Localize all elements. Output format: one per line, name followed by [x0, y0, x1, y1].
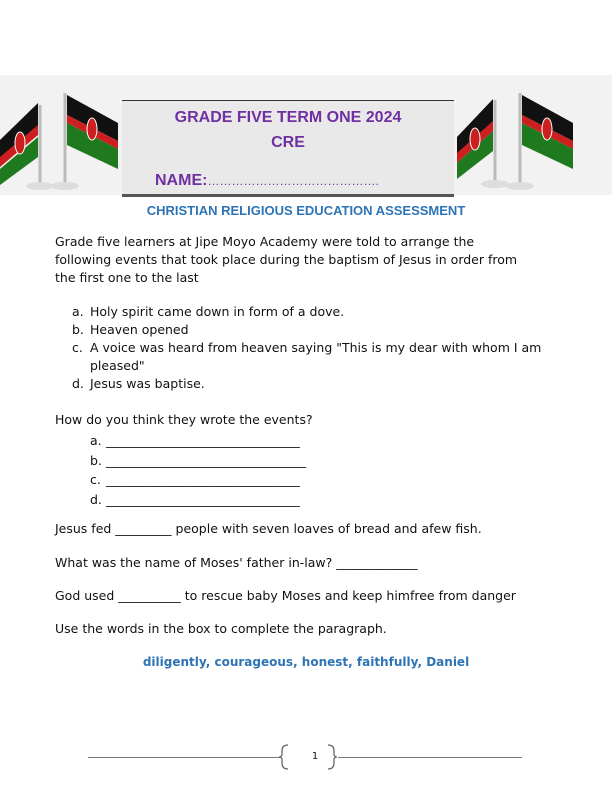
word-box: diligently, courageous, honest, faithfully, Daniel: [142, 655, 470, 669]
list-text: Heaven opened: [90, 322, 189, 337]
flag-icon: [506, 93, 573, 190]
page-title: GRADE FIVE TERM ONE 2024: [174, 109, 402, 126]
section-heading: CHRISTIAN RELIGIOUS EDUCATION ASSESSMENT: [146, 203, 466, 218]
question-4[interactable]: God used __________ to rescue baby Moses and keep himfree from danger: [55, 588, 516, 603]
answer-blank[interactable]: _______________________________: [106, 491, 300, 507]
answer-list: [90, 431, 390, 509]
list-text: pleased": [90, 358, 145, 373]
list-letter: c.: [72, 340, 83, 355]
answer-blank[interactable]: ________________________________: [106, 452, 306, 468]
name-label: NAME:: [155, 172, 208, 189]
question-1-intro: [55, 233, 575, 287]
intro-line: the first one to the last: [55, 270, 199, 285]
list-item: [72, 375, 572, 393]
list-item: [72, 339, 572, 357]
list-text: A voice was heard from heaven saying "This is my dear with whom I am: [90, 340, 542, 355]
question-3[interactable]: What was the name of Moses' father in-law? _____________: [55, 555, 418, 570]
name-field[interactable]: [155, 172, 379, 190]
events-list: [72, 303, 572, 393]
answer-line[interactable]: [90, 431, 390, 451]
answer-line[interactable]: [90, 451, 390, 471]
list-letter: d.: [72, 376, 84, 391]
list-item: [72, 303, 572, 321]
list-letter: b.: [72, 322, 84, 337]
flag-icon: [457, 99, 509, 188]
flag-icon: [0, 103, 54, 190]
answer-letter: a.: [90, 433, 102, 448]
question-5: Use the words in the box to complete the paragraph.: [55, 621, 387, 636]
list-text: Holy spirit came down in form of a dove.: [90, 304, 345, 319]
question-2[interactable]: Jesus fed _________ people with seven loaves of bread and afew fish.: [55, 521, 482, 536]
answer-letter: c.: [90, 472, 101, 487]
footer-divider-left: [88, 757, 280, 758]
kenya-flags-left: [0, 85, 122, 193]
name-blank: …………………………………….: [207, 174, 379, 188]
answer-blank[interactable]: _______________________________: [106, 472, 300, 487]
intro-line: Grade five learners at Jipe Moyo Academy were told to arrange the: [55, 234, 475, 249]
answer-line[interactable]: [90, 470, 390, 490]
page-number: 1: [311, 751, 319, 762]
intro-line: following events that took place during the baptism of Jesus in order from: [55, 252, 518, 267]
subject-title: CRE: [271, 134, 305, 151]
question-1-prompt: How do you think they wrote the events?: [55, 412, 313, 427]
answer-line[interactable]: [90, 490, 390, 510]
answer-blank[interactable]: _______________________________: [106, 433, 300, 448]
list-text: Jesus was baptise.: [90, 376, 205, 391]
footer-divider-right: [338, 757, 522, 758]
kenya-flags-right: [455, 85, 612, 193]
list-item: [72, 321, 572, 339]
flag-icon: [51, 93, 118, 190]
answer-letter: b.: [90, 452, 102, 468]
list-item: [72, 357, 572, 375]
list-letter: a.: [72, 304, 84, 319]
answer-letter: d.: [90, 491, 102, 507]
